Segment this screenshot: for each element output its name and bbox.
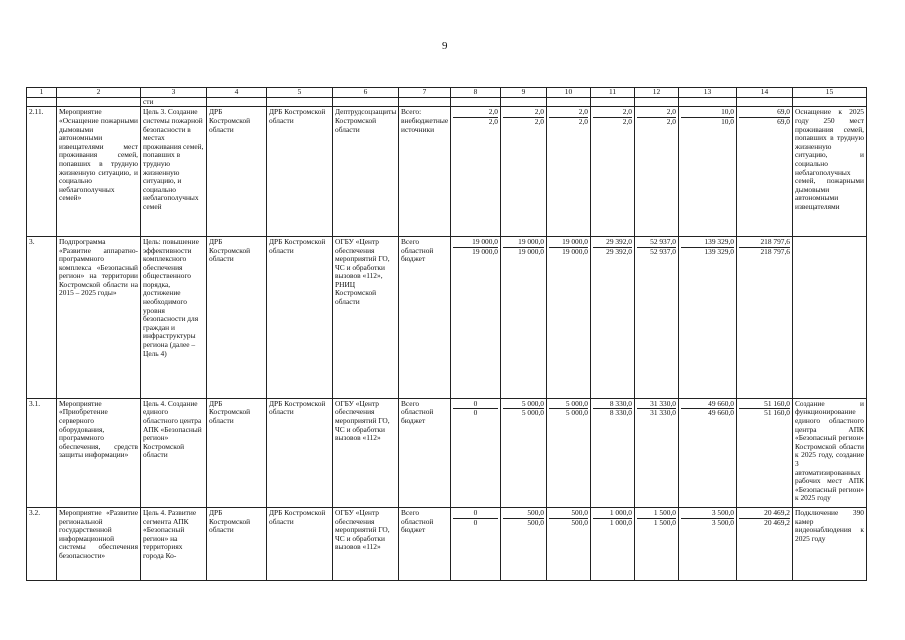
col-number: 5 — [267, 88, 333, 98]
expected-result: Оснащение к 2025 году 250 мест проживания семей, попавших в трудную жизненную ситуацию, и социально неблагополучных семей, пожарными дымовыми автономными извещателями — [793, 107, 867, 237]
table-row — [27, 508, 867, 581]
row-number: 2.11. — [27, 107, 57, 237]
goal: Цель 3. Создание системы пожарной безопасности в местах проживания семей, попавших в трудную жизненную ситуацию, и социально неблагополучных семей — [141, 107, 207, 237]
goal: Цель 4. Развитие сегмента АПК «Безопасный регион» на территориях города Ко- — [141, 508, 207, 581]
expected-result: Подключение 390 камер видеонаблюдения к 2025 году — [793, 508, 867, 581]
value-cell: 51 160,0 51 160,0 — [737, 398, 793, 507]
value-cell: 10,0 10,0 — [679, 107, 737, 237]
value-cell: 5 000,0 5 000,0 — [547, 398, 591, 507]
responsible: ДРБ Костромской области — [267, 107, 333, 237]
value-cell: 5 000,0 5 000,0 — [501, 398, 547, 507]
value-cell: 2,0 2,0 — [635, 107, 679, 237]
value-cell: 49 660,0 49 660,0 — [679, 398, 737, 507]
table-row — [27, 398, 867, 507]
goal: Цель: повышение эффективности комплексного обеспечения общественного порядка, достижение необходимого уровня безопасности для граждан и инфраструктуры региона (далее – Цель 4) — [141, 236, 207, 398]
program-table — [26, 87, 867, 581]
responsible: ДРБ Костромской области — [267, 398, 333, 507]
col-number: 1 — [27, 88, 57, 98]
value-cell: 52 937,0 52 937,0 — [635, 236, 679, 398]
value-cell: 2,0 2,0 — [591, 107, 635, 237]
col-number: 4 — [207, 88, 267, 98]
col-number: 11 — [591, 88, 635, 98]
column-number-row — [27, 88, 867, 98]
executor: ОГБУ «Центр обеспечения мероприятий ГО, ЧС и обработки вызовов «112», РНИЦ Костромской области — [333, 236, 399, 398]
value-cell: 2,0 2,0 — [501, 107, 547, 237]
activity-name: Подпрограмма «Развитие аппаратно-программного комплекса «Безопасный регион» на территории Костромской области на 2015 – 2025 годы» — [57, 236, 141, 398]
funding-source: Всего: внебюджетные источники — [399, 107, 451, 237]
value-cell: 3 500,0 3 500,0 — [679, 508, 737, 581]
col-number: 10 — [547, 88, 591, 98]
value-cell: 29 392,0 29 392,0 — [591, 236, 635, 398]
col-number: 9 — [501, 88, 547, 98]
funding-source: Всего областной бюджет — [399, 508, 451, 581]
value-cell: 139 329,0 139 329,0 — [679, 236, 737, 398]
value-cell: 2,0 2,0 — [451, 107, 501, 237]
value-cell: 31 330,0 31 330,0 — [635, 398, 679, 507]
customer: ДРБ Костромской области — [207, 508, 267, 581]
row-number: 3. — [27, 236, 57, 398]
continued-text: сти — [141, 97, 207, 107]
col-number: 8 — [451, 88, 501, 98]
col-number: 14 — [737, 88, 793, 98]
activity-name: Мероприятие «Оснащение пожарными дымовыми автономными извещателями мест проживания семей, попавших в трудную жизненную ситуацию, и социально неблагополучных семей» — [57, 107, 141, 237]
row-number: 3.1. — [27, 398, 57, 507]
responsible: ДРБ Костромской области — [267, 508, 333, 581]
activity-name: Мероприятие «Развитие региональной государственной информационной системы обеспечения безопасности» — [57, 508, 141, 581]
value-cell: 2,0 2,0 — [547, 107, 591, 237]
value-cell: 0 0 — [451, 398, 501, 507]
executor: ОГБУ «Центр обеспечения мероприятий ГО, ЧС и обработки вызовов «112» — [333, 508, 399, 581]
value-cell: 8 330,0 8 330,0 — [591, 398, 635, 507]
executor: Дептрудсоцзащиты Костромской области — [333, 107, 399, 237]
col-number: 15 — [793, 88, 867, 98]
value-cell: 500,0 500,0 — [547, 508, 591, 581]
value-cell: 1 500,0 1 500,0 — [635, 508, 679, 581]
value-cell: 19 000,0 19 000,0 — [501, 236, 547, 398]
customer: ДРБ Костромской области — [207, 236, 267, 398]
value-cell: 20 469,2 20 469,2 — [737, 508, 793, 581]
value-cell: 19 000,0 19 000,0 — [451, 236, 501, 398]
customer: ДРБ Костромской области — [207, 398, 267, 507]
executor: ОГБУ «Центр обеспечения мероприятий ГО, ЧС и обработки вызовов «112» — [333, 398, 399, 507]
col-number: 6 — [333, 88, 399, 98]
funding-source: Всего областной бюджет — [399, 398, 451, 507]
value-cell: 1 000,0 1 000,0 — [591, 508, 635, 581]
funding-source: Всего областной бюджет — [399, 236, 451, 398]
page-number: 9 — [442, 40, 448, 52]
col-number: 12 — [635, 88, 679, 98]
table-row — [27, 236, 867, 398]
row-number: 3.2. — [27, 508, 57, 581]
responsible: ДРБ Костромской области — [267, 236, 333, 398]
goal: Цель 4. Создание единого областного центра АПК «Безопасный регион» Костромской области — [141, 398, 207, 507]
col-number: 7 — [399, 88, 451, 98]
value-cell: 69,0 69,0 — [737, 107, 793, 237]
value-cell: 0 0 — [451, 508, 501, 581]
expected-result — [793, 236, 867, 398]
col-number: 3 — [141, 88, 207, 98]
customer: ДРБ Костромской области — [207, 107, 267, 237]
value-cell: 218 797,6 218 797,6 — [737, 236, 793, 398]
value-cell: 19 000,0 19 000,0 — [547, 236, 591, 398]
value-cell: 500,0 500,0 — [501, 508, 547, 581]
continuation-row — [27, 97, 867, 107]
activity-name: Мероприятие «Приобретение серверного оборудования, программного обеспечения, средств защиты информации» — [57, 398, 141, 507]
col-number: 2 — [57, 88, 141, 98]
expected-result: Создание и функционирование единого областного центра АПК «Безопасный регион» Костромской области к 2025 году, создание 3 автоматизированных рабочих мест АПК «Безопасный регион» к 2025 году — [793, 398, 867, 507]
col-number: 13 — [679, 88, 737, 98]
table-row — [27, 107, 867, 237]
